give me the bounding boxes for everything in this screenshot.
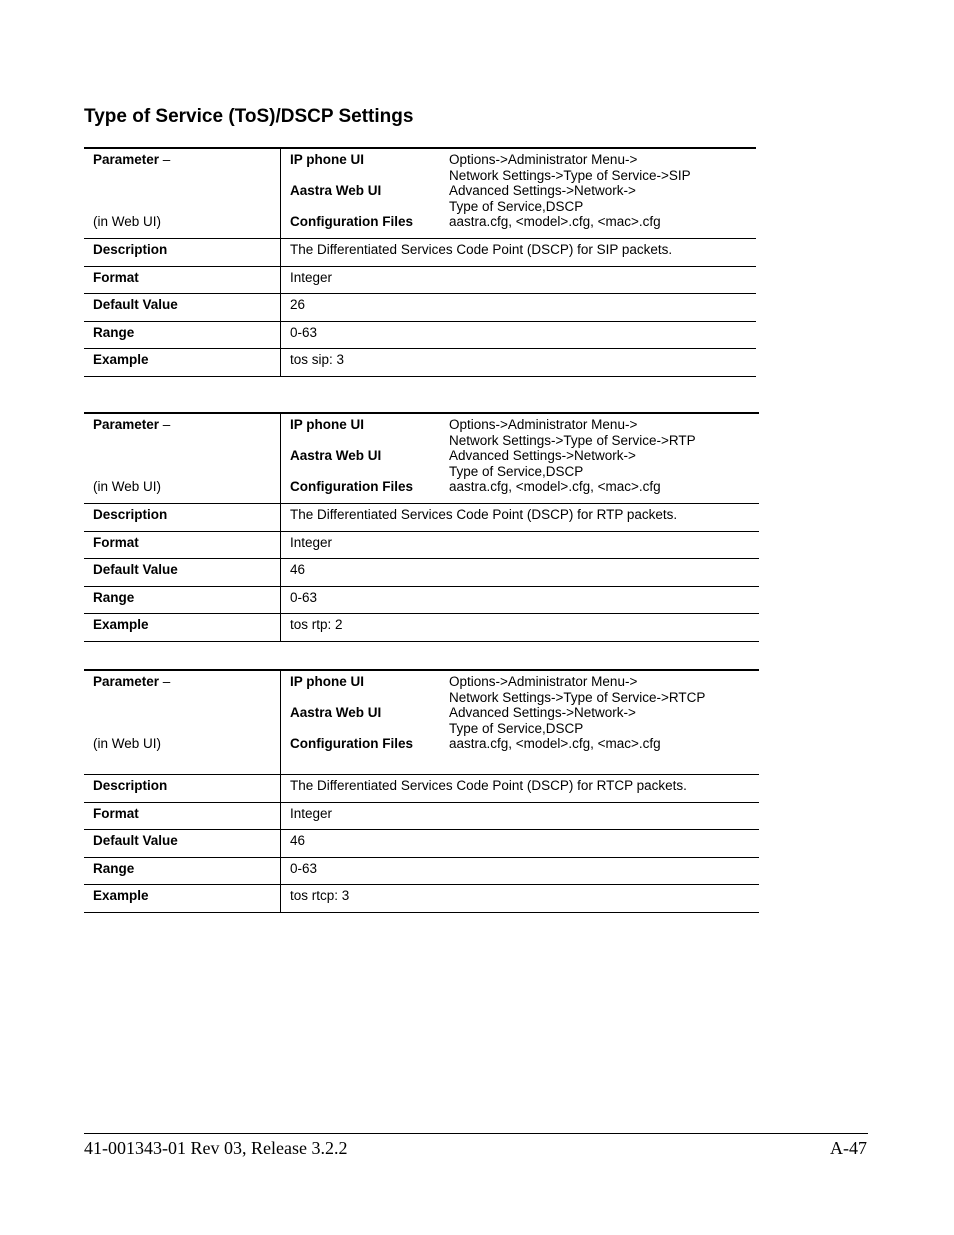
rtcp-dscp-table xyxy=(84,669,759,913)
example-row xyxy=(84,349,756,377)
config-files-label: Configuration Files xyxy=(290,479,413,494)
example-value: tos sip: 3 xyxy=(281,349,757,377)
default-value-label: Default Value xyxy=(84,559,281,587)
range-row xyxy=(84,857,759,885)
format-row xyxy=(84,802,759,830)
ip-phone-path-line2: Network Settings->Type of Service->RTCP xyxy=(449,689,706,705)
rtp-dscp-table xyxy=(84,412,759,642)
format-label: Format xyxy=(84,266,281,294)
ip-phone-ui-label: IP phone UI xyxy=(290,152,365,167)
default-value-row xyxy=(84,559,759,587)
ip-phone-ui-label: IP phone UI xyxy=(290,417,365,432)
web-ui-path-line1: Advanced Settings->Network-> xyxy=(449,448,636,463)
config-files-value: aastra.cfg, <model>.cfg, <mac>.cfg xyxy=(449,214,661,229)
default-value-row xyxy=(84,830,759,858)
ip-phone-path-line2: Network Settings->Type of Service->RTP xyxy=(449,432,696,448)
example-label: Example xyxy=(84,885,281,913)
description-value: The Differentiated Services Code Point (DSCP) for RTP packets. xyxy=(281,504,760,532)
range-value: 0-63 xyxy=(281,321,757,349)
description-label: Description xyxy=(84,775,281,803)
range-row xyxy=(84,321,756,349)
parameter-label: Parameter xyxy=(93,417,160,432)
config-files-label: Configuration Files xyxy=(290,736,413,751)
example-label: Example xyxy=(84,349,281,377)
parameter-value-cell xyxy=(281,670,760,775)
in-web-ui-label: (in Web UI) xyxy=(93,736,162,751)
range-label: Range xyxy=(84,586,281,614)
description-row xyxy=(84,239,756,267)
parameter-label: Parameter xyxy=(93,674,160,689)
in-web-ui-label: (in Web UI) xyxy=(93,214,162,229)
parameter-row xyxy=(84,148,756,239)
ip-phone-path-line1: Options->Administrator Menu-> xyxy=(449,674,638,689)
format-row xyxy=(84,266,756,294)
footer-divider xyxy=(84,1133,868,1134)
example-value: tos rtcp: 3 xyxy=(281,885,760,913)
in-web-ui-label: (in Web UI) xyxy=(93,479,162,494)
web-ui-path-line2: Type of Service,DSCP xyxy=(449,463,584,479)
aastra-web-ui-label: Aastra Web UI xyxy=(290,705,382,720)
format-label: Format xyxy=(84,531,281,559)
parameter-row xyxy=(84,670,759,775)
description-label: Description xyxy=(84,504,281,532)
parameter-dash: – xyxy=(159,417,171,432)
parameter-label: Parameter xyxy=(93,152,160,167)
format-label: Format xyxy=(84,802,281,830)
parameter-label-cell xyxy=(84,413,281,504)
footer-page-number: A-47 xyxy=(830,1138,867,1158)
aastra-web-ui-label: Aastra Web UI xyxy=(290,448,382,463)
range-value: 0-63 xyxy=(281,586,760,614)
default-value-row xyxy=(84,294,756,322)
ip-phone-ui-label: IP phone UI xyxy=(290,674,365,689)
parameter-value-cell xyxy=(281,148,757,239)
parameter-label-cell xyxy=(84,148,281,239)
format-value: Integer xyxy=(281,531,760,559)
ip-phone-path-line1: Options->Administrator Menu-> xyxy=(449,417,638,432)
default-value-label: Default Value xyxy=(84,830,281,858)
config-files-value: aastra.cfg, <model>.cfg, <mac>.cfg xyxy=(449,479,661,494)
description-row xyxy=(84,504,759,532)
page-title: Type of Service (ToS)/DSCP Settings xyxy=(84,106,414,127)
sip-dscp-table xyxy=(84,147,756,377)
default-value-label: Default Value xyxy=(84,294,281,322)
range-value: 0-63 xyxy=(281,857,760,885)
ip-phone-path-line1: Options->Administrator Menu-> xyxy=(449,152,638,167)
format-value: Integer xyxy=(281,802,760,830)
config-files-value: aastra.cfg, <model>.cfg, <mac>.cfg xyxy=(449,736,661,751)
range-label: Range xyxy=(84,321,281,349)
default-value-value: 46 xyxy=(281,559,760,587)
range-label: Range xyxy=(84,857,281,885)
description-label: Description xyxy=(84,239,281,267)
web-ui-path-line1: Advanced Settings->Network-> xyxy=(449,183,636,198)
description-row xyxy=(84,775,759,803)
description-value: The Differentiated Services Code Point (DSCP) for RTCP packets. xyxy=(281,775,760,803)
web-ui-path-line1: Advanced Settings->Network-> xyxy=(449,705,636,720)
web-ui-path-line2: Type of Service,DSCP xyxy=(449,198,584,214)
format-value: Integer xyxy=(281,266,757,294)
parameter-row xyxy=(84,413,759,504)
range-row xyxy=(84,586,759,614)
example-label: Example xyxy=(84,614,281,642)
example-row xyxy=(84,885,759,913)
web-ui-path-line2: Type of Service,DSCP xyxy=(449,720,584,736)
example-value: tos rtp: 2 xyxy=(281,614,760,642)
ip-phone-path-line2: Network Settings->Type of Service->SIP xyxy=(449,167,691,183)
footer-doc-id: 41-001343-01 Rev 03, Release 3.2.2 xyxy=(84,1138,348,1158)
default-value-value: 46 xyxy=(281,830,760,858)
example-row xyxy=(84,614,759,642)
parameter-value-cell xyxy=(281,413,760,504)
default-value-value: 26 xyxy=(281,294,757,322)
config-files-label: Configuration Files xyxy=(290,214,413,229)
parameter-dash: – xyxy=(159,152,171,167)
parameter-dash: – xyxy=(159,674,171,689)
parameter-label-cell xyxy=(84,670,281,775)
aastra-web-ui-label: Aastra Web UI xyxy=(290,183,382,198)
format-row xyxy=(84,531,759,559)
description-value: The Differentiated Services Code Point (DSCP) for SIP packets. xyxy=(281,239,757,267)
